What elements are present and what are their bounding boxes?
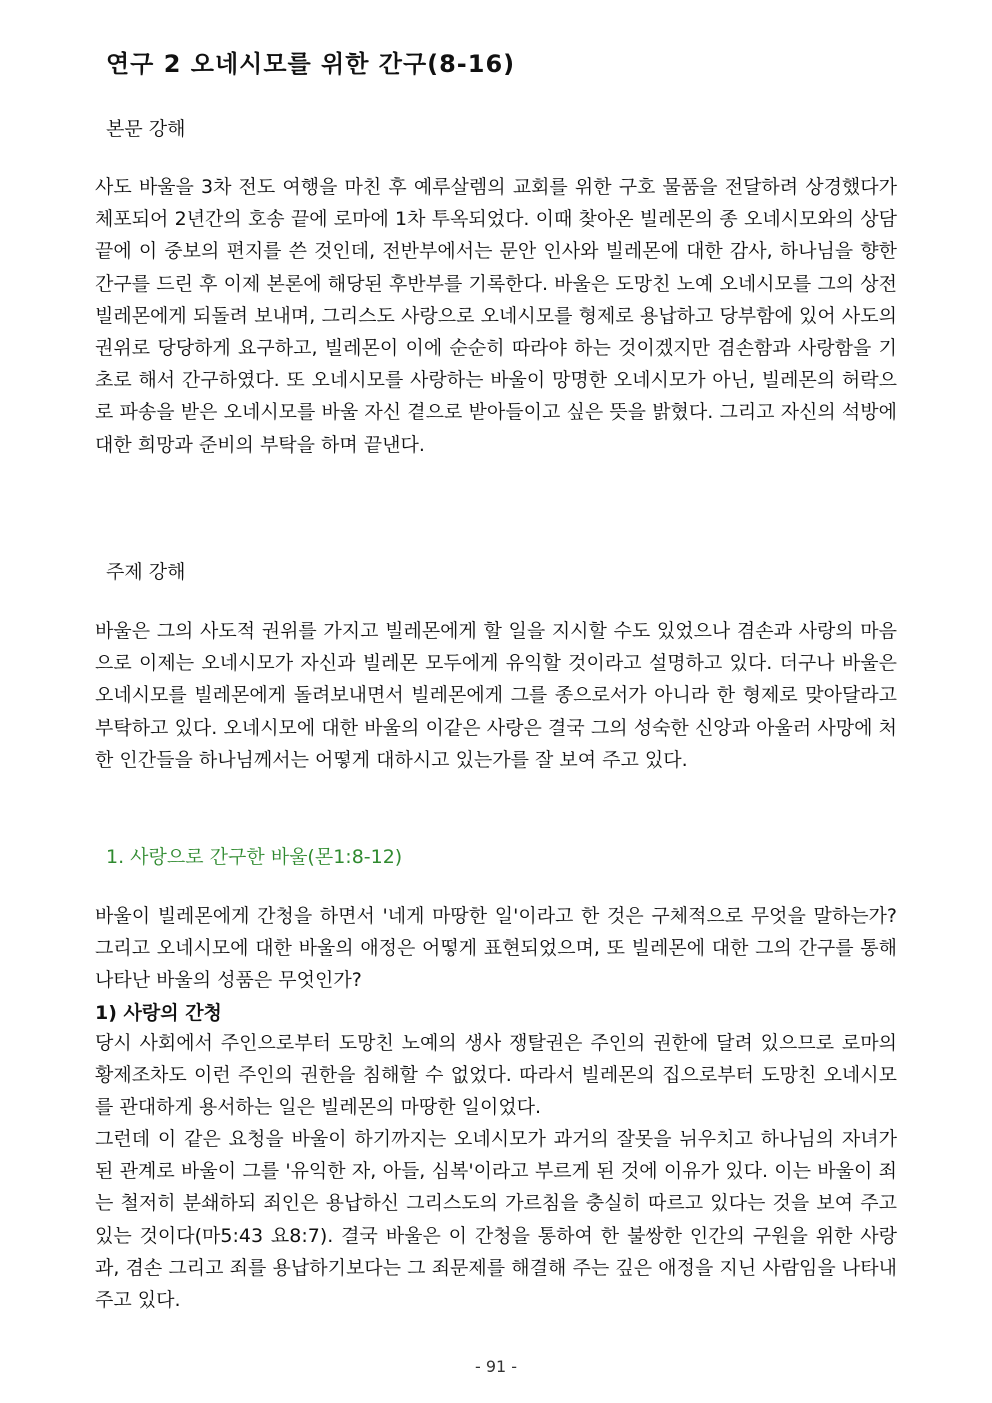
section-1-title: 1. 사랑으로 간구한 바울(몬1:8-12) xyxy=(106,846,403,868)
page-number: - 91 - xyxy=(474,1357,518,1376)
theme-exposition-heading: 주제 강해 xyxy=(106,561,186,583)
section-1-paragraph-2: 그런데 이 같은 요청을 바울이 하기까지는 오네시모가 과거의 잘못을 뉘우치고 하나님의 자녀가 된 관계로 바울이 그를 '유익한 자, 아들, 심복'이라고 부르게 된 것에 이유가 있다. 이는 바울이 죄는 철저히 분쇄하되 죄인은 용납하신 그리스도의 가르침을 충실히 따르고 있다는 것을 보여 주고 있는 것이다(마5:43 요8:7). 결국 바울은 이 간청을 통하여 한 불쌍한 인간의 구원을 위한 사랑과, 겸손 그리고 죄를 용납하기보다는 그 죄문제를 해결해 주는 깊은 애정을 지닌 사람임을 나타내 주고 있다. xyxy=(95,1128,897,1312)
subheading-love-request: 1) 사랑의 간청 xyxy=(95,1002,222,1024)
theme-exposition-paragraph: 바울은 그의 사도적 권위를 가지고 빌레몬에게 할 일을 지시할 수도 있었으나 겸손과 사랑의 마음으로 이제는 오네시모가 자신과 빌레몬 모두에게 유익할 것이라고 설명하고 있다. 더구나 바울은 오네시모를 빌레몬에게 돌려보내면서 빌레몬에게 그를 종으로서가 아니라 한 형제로 맞아달라고 부탁하고 있다. 오네시모에 대한 바울의 이같은 사랑은 결국 그의 성숙한 신앙과 아울러 사망에 처한 인간들을 하나님께서는 어떻게 대하시고 있는가를 잘 보여 주고 있다. xyxy=(95,620,897,771)
text-exposition-paragraph: 사도 바울을 3차 전도 여행을 마친 후 예루살렘의 교회를 위한 구호 물품을 전달하려 상경했다가 체포되어 2년간의 호송 끝에 로마에 1차 투옥되었다. 이때 찾아온 빌레몬의 종 오네시모와의 상담 끝에 이 중보의 편지를 쓴 것인데, 전반부에서는 문안 인사와 빌레몬에 대한 감사, 하나님을 향한 간구를 드린 후 이제 본론에 해당된 후반부를 기록한다. 바울은 도망친 노예 오네시모를 그의 상전 빌레몬에게 되돌려 보내며, 그리스도 사랑으로 오네시모를 형제로 용납하고 당부함에 있어 사도의 권위로 당당하게 요구하고, 빌레몬이 이에 순순히 따라야 하는 것이겠지만 겸손함과 사랑함을 기초로 해서 간구하였다. 또 오네시모를 사랑하는 바울이 망명한 오네시모가 아닌, 빌레몬의 허락으로 파송을 받은 오네시모를 바울 자신 곁으로 받아들이고 싶은 뜻을 밝혔다. 그리고 자신의 석방에 대한 희망과 준비의 부탁을 하며 끝낸다. xyxy=(95,176,897,456)
page-title: 연구 2 오네시모를 위한 간구(8-16) xyxy=(106,50,516,78)
section-1-question: 바울이 빌레몬에게 간청을 하면서 '네게 마땅한 일'이라고 한 것은 구체적으로 무엇을 말하는가? 그리고 오네시모에 대한 바울의 애정은 어떻게 표현되었으며, 또 빌레몬에 대한 그의 간구를 통해 나타난 바울의 성품은 무엇인가? xyxy=(95,905,897,992)
text-exposition-heading: 본문 강해 xyxy=(106,118,186,140)
section-1-paragraph-1: 당시 사회에서 주인으로부터 도망친 노예의 생사 쟁탈권은 주인의 권한에 달려 있으므로 로마의 황제조차도 이런 주인의 권한을 침해할 수 없었다. 따라서 빌레몬의 집으로부터 도망친 오네시모를 관대하게 용서하는 일은 빌레몬의 마땅한 일이었다. xyxy=(95,1032,897,1119)
